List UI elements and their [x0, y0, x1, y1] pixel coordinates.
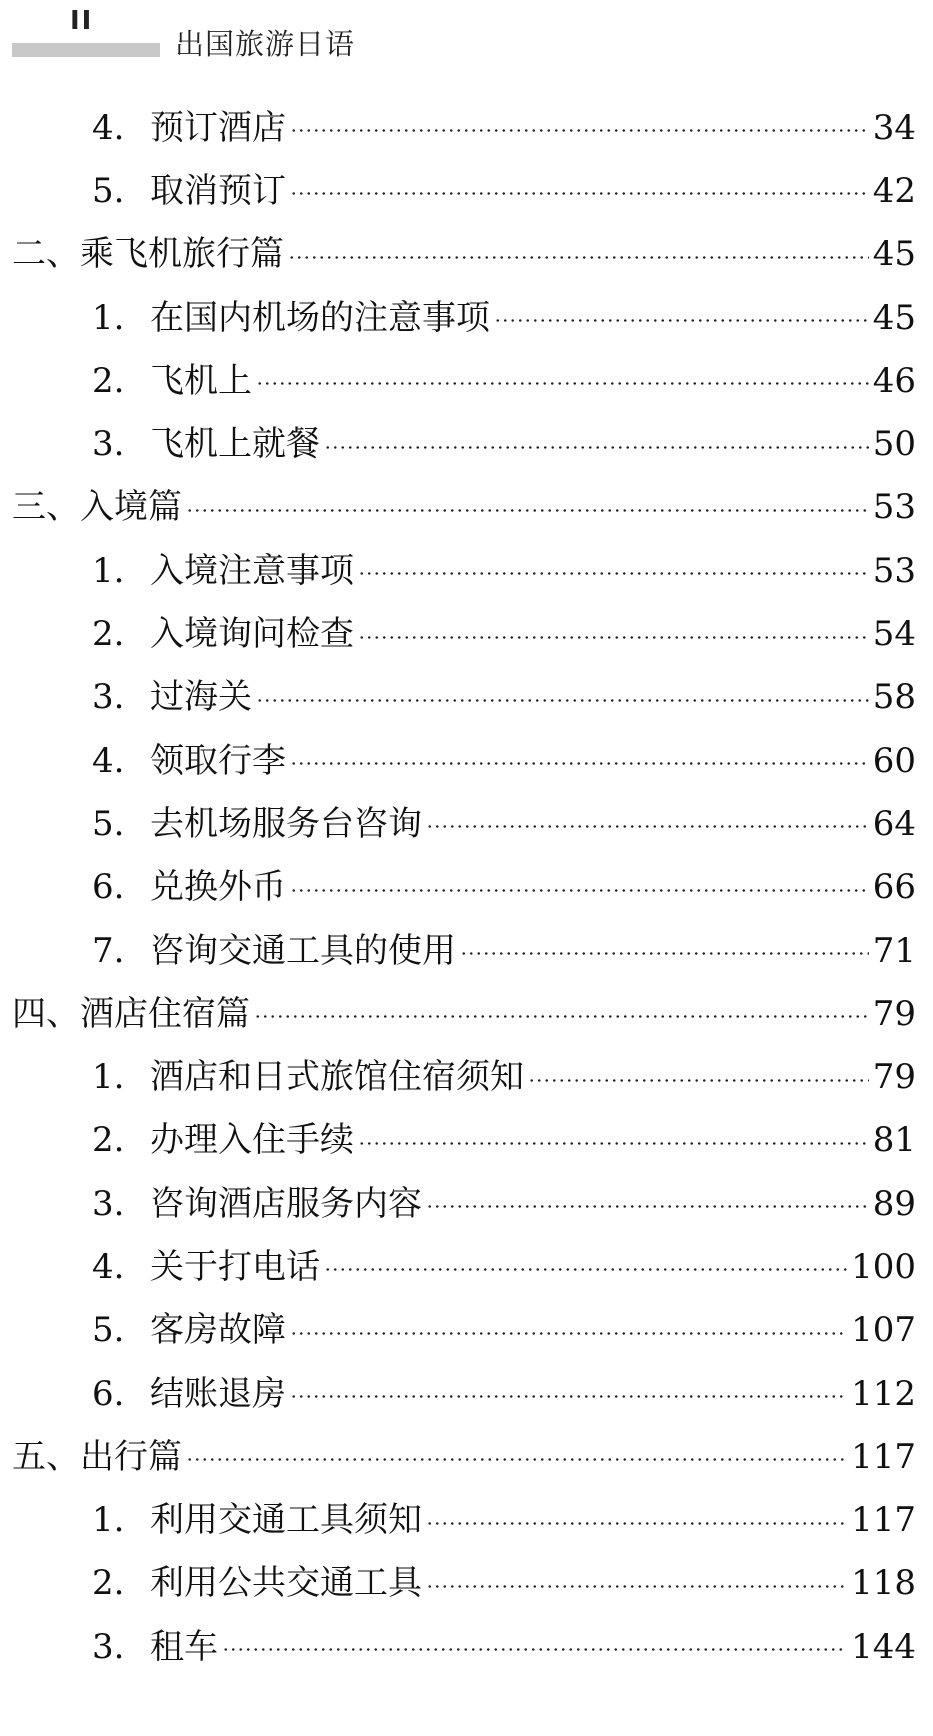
toc-entry-title: 飞机上	[150, 360, 252, 401]
dot-leader	[358, 572, 869, 575]
toc-entry-title: 结账退房	[150, 1373, 286, 1414]
toc-entry-number: 2.	[92, 1563, 125, 1604]
toc-entry-number: 6.	[92, 867, 125, 908]
toc-entry-title: 五、出行篇	[12, 1436, 182, 1477]
dot-leader	[288, 256, 869, 259]
toc-entry-page-number: 71	[872, 930, 916, 971]
dot-leader	[426, 1205, 869, 1208]
toc-entry-number: 5.	[92, 1310, 125, 1351]
toc-entry[interactable]	[0, 286, 933, 349]
toc-entry-number: 3.	[92, 1183, 125, 1224]
toc-entry-page-number: 81	[872, 1120, 916, 1161]
toc-entry-page-number: 58	[872, 677, 916, 718]
toc-entry[interactable]	[0, 1362, 933, 1425]
toc-entry-title: 二、乘飞机旅行篇	[12, 234, 284, 275]
toc-entry[interactable]	[0, 1299, 933, 1362]
toc-entry-page-number: 117	[851, 1436, 916, 1477]
toc-entry-number: 5.	[92, 170, 125, 211]
dot-leader	[358, 1142, 869, 1145]
toc-entry-title: 取消预订	[150, 170, 286, 211]
toc-entry-title: 入境询问检查	[150, 614, 354, 655]
toc-entry-title: 利用公共交通工具	[150, 1563, 422, 1604]
toc-entry-page-number: 64	[872, 803, 916, 844]
toc-entry-title: 关于打电话	[150, 1246, 320, 1287]
dot-leader	[426, 1585, 847, 1588]
dot-leader	[528, 1079, 869, 1082]
toc-entry-page-number: 53	[872, 487, 916, 528]
toc-entry-page-number: 89	[872, 1183, 916, 1224]
toc-entry-number: 3.	[92, 1626, 125, 1667]
toc-entry-number: 2.	[92, 614, 125, 655]
toc-entry-number: 7.	[92, 930, 125, 971]
dot-leader	[222, 1648, 847, 1651]
toc-entry-page-number: 79	[872, 1057, 916, 1098]
dot-leader	[426, 1522, 847, 1525]
toc-entry-page-number: 50	[872, 424, 916, 465]
toc-entry[interactable]	[0, 1615, 933, 1678]
toc-section-entry[interactable]	[0, 982, 933, 1045]
toc-entry[interactable]	[0, 919, 933, 982]
dot-leader	[256, 382, 869, 385]
toc-entry-title: 去机场服务台咨询	[150, 803, 422, 844]
toc-entry[interactable]	[0, 1235, 933, 1298]
toc-entry-number: 1.	[92, 1500, 125, 1541]
toc-entry[interactable]	[0, 1109, 933, 1172]
dot-leader	[290, 762, 869, 765]
page-number: II	[70, 6, 94, 36]
toc-entry-number: 2.	[92, 360, 125, 401]
toc-entry[interactable]	[0, 412, 933, 475]
toc-entry-page-number: 45	[872, 297, 916, 338]
toc-entry[interactable]	[0, 539, 933, 602]
toc-entry-title: 在国内机场的注意事项	[150, 297, 490, 338]
toc-section-entry[interactable]	[0, 476, 933, 539]
toc-entry-number: 5.	[92, 803, 125, 844]
toc-entry-title: 飞机上就餐	[150, 424, 320, 465]
toc-entry-number: 3.	[92, 424, 125, 465]
toc-entry-number: 3.	[92, 677, 125, 718]
toc-entry-title: 咨询交通工具的使用	[150, 930, 456, 971]
toc-entry-page-number: 79	[872, 993, 916, 1034]
toc-entry-number: 4.	[92, 1246, 125, 1287]
toc-entry-page-number: 112	[851, 1373, 916, 1414]
dot-leader	[324, 446, 869, 449]
toc-entry[interactable]	[0, 729, 933, 792]
toc-entry-page-number: 107	[851, 1310, 916, 1351]
dot-leader	[358, 636, 869, 639]
toc-entry[interactable]	[0, 1172, 933, 1235]
toc-entry-title: 三、入境篇	[12, 487, 182, 528]
toc-entry[interactable]	[0, 349, 933, 412]
toc-entry-title: 利用交通工具须知	[150, 1500, 422, 1541]
dot-leader	[460, 952, 869, 955]
toc-entry-page-number: 46	[872, 360, 916, 401]
toc-entry-number: 6.	[92, 1373, 125, 1414]
table-of-contents	[0, 96, 933, 1678]
toc-entry[interactable]	[0, 792, 933, 855]
toc-entry-title: 租车	[150, 1626, 218, 1667]
toc-entry-number: 4.	[92, 107, 125, 148]
toc-entry-title: 咨询酒店服务内容	[150, 1183, 422, 1224]
toc-entry-page-number: 117	[851, 1500, 916, 1541]
toc-entry-page-number: 118	[851, 1563, 916, 1604]
toc-entry-title: 领取行李	[150, 740, 286, 781]
toc-entry-number: 1.	[92, 1057, 125, 1098]
toc-entry-page-number: 34	[872, 107, 916, 148]
toc-entry-title: 办理入住手续	[150, 1120, 354, 1161]
dot-leader	[290, 1332, 847, 1335]
toc-entry-page-number: 42	[872, 170, 916, 211]
toc-entry[interactable]	[0, 602, 933, 665]
toc-entry-title: 过海关	[150, 677, 252, 718]
dot-leader	[254, 1015, 869, 1018]
dot-leader	[290, 889, 869, 892]
dot-leader	[290, 1395, 847, 1398]
dot-leader	[186, 1458, 847, 1461]
dot-leader	[426, 825, 869, 828]
toc-entry[interactable]	[0, 159, 933, 222]
toc-entry-number: 1.	[92, 550, 125, 591]
toc-entry-page-number: 54	[872, 614, 916, 655]
toc-entry-page-number: 60	[872, 740, 916, 781]
dot-leader	[290, 192, 869, 195]
toc-entry-title: 酒店和日式旅馆住宿须知	[150, 1057, 524, 1098]
book-title: 出国旅游日语	[175, 27, 356, 61]
toc-entry-page-number: 66	[872, 867, 916, 908]
toc-entry-page-number: 45	[872, 234, 916, 275]
toc-entry[interactable]	[0, 1045, 933, 1108]
toc-entry[interactable]	[0, 666, 933, 729]
toc-entry[interactable]	[0, 96, 933, 159]
toc-entry-title: 入境注意事项	[150, 550, 354, 591]
toc-entry[interactable]	[0, 1552, 933, 1615]
toc-entry[interactable]	[0, 856, 933, 919]
toc-entry-title: 四、酒店住宿篇	[12, 993, 250, 1034]
page-header	[0, 0, 933, 70]
toc-section-entry[interactable]	[0, 1425, 933, 1488]
dot-leader	[290, 129, 869, 132]
toc-entry-page-number: 53	[872, 550, 916, 591]
toc-entry-page-number: 144	[851, 1626, 916, 1667]
toc-entry-title: 客房故障	[150, 1310, 286, 1351]
toc-entry-title: 兑换外币	[150, 867, 286, 908]
dot-leader	[186, 509, 869, 512]
toc-entry-number: 1.	[92, 297, 125, 338]
dot-leader	[256, 699, 869, 702]
toc-entry-title: 预订酒店	[150, 107, 286, 148]
toc-entry-page-number: 100	[851, 1246, 916, 1287]
toc-entry[interactable]	[0, 1489, 933, 1552]
header-decorative-bar	[12, 43, 160, 57]
toc-entry-number: 2.	[92, 1120, 125, 1161]
toc-entry-number: 4.	[92, 740, 125, 781]
dot-leader	[324, 1268, 847, 1271]
dot-leader	[494, 319, 869, 322]
toc-section-entry[interactable]	[0, 223, 933, 286]
